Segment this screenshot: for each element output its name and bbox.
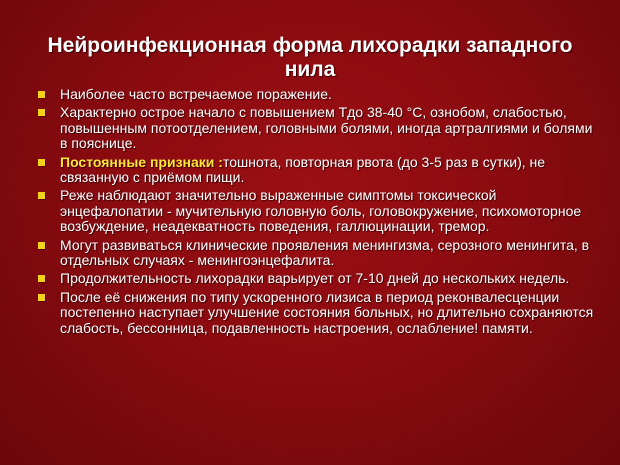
bullet-text: тошнота, повторная рвота (до 3-5 раз в сутки), не связанную с приёмом пищи. — [60, 153, 546, 186]
square-bullet-icon — [38, 242, 45, 249]
square-bullet-icon — [38, 192, 45, 199]
bullet-list — [38, 87, 598, 339]
bullet-item — [38, 155, 598, 186]
square-bullet-icon — [38, 294, 45, 301]
bullet-text: Продолжительность лихорадки варьирует от 7-10 дней до нескольких недель. — [60, 270, 570, 287]
square-bullet-icon — [38, 91, 45, 98]
bullet-text: Реже наблюдают значительно выраженные симптомы токсической энцефалопатии - мучительную головную боль, головокружение, психомоторное возбуждение, неадекватность поведения, галлюцинации, тремор. — [60, 187, 582, 235]
bullet-item — [38, 188, 598, 234]
bullet-item — [38, 271, 598, 286]
square-bullet-icon — [38, 159, 45, 166]
bullet-item — [38, 105, 598, 151]
bullet-text: После её снижения по типу ускоренного лизиса в период реконвалесценции постепенно наступает улучшение состояния больных, но длительно сохраняются слабость, бессонница, подавленность настроения, ослабление! памяти. — [60, 288, 594, 336]
square-bullet-icon — [38, 275, 45, 282]
slide-title: Нейроинфекционная форма лихорадки западного нила — [47, 34, 573, 81]
bullet-item — [38, 87, 598, 102]
square-bullet-icon — [38, 109, 45, 116]
bullet-highlight: Постоянные признаки : — [60, 153, 223, 170]
bullet-text: Наиболее часто встречаемое поражение. — [60, 86, 332, 102]
bullet-text: Характерно острое начало с повышением Тдо 38-40 °С, ознобом, слабостью, повышенным потоотделением, головными болями, иногда артралгиями и болями в пояснице. — [60, 104, 593, 152]
bullet-text: Могут развиваться клинические проявления менингизма, серозного менингита, в отдельных случаях - менингоэнцефалита. — [60, 236, 590, 269]
bullet-item — [38, 290, 598, 336]
bullet-item — [38, 238, 598, 269]
